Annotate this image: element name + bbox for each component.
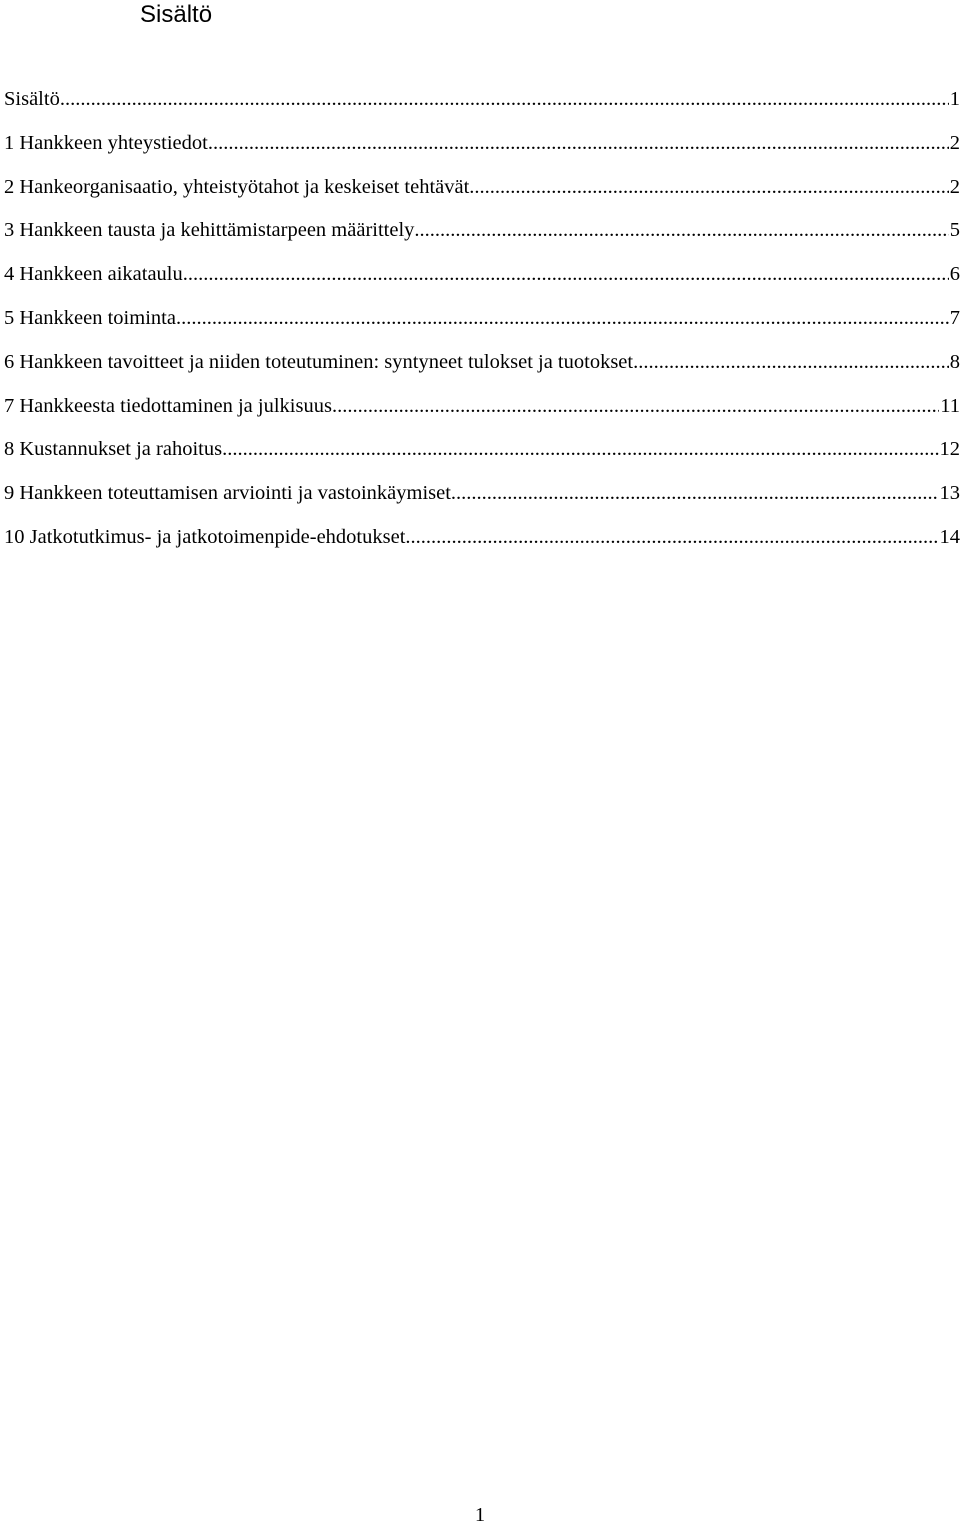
- toc-dot-leader: [405, 522, 938, 552]
- toc-entry-page: 12: [939, 434, 960, 464]
- toc-dot-leader: [60, 84, 949, 114]
- toc-entry-title: 7 Hankkeesta tiedottaminen ja julkisuus: [4, 391, 332, 421]
- toc-entry-title: 4 Hankkeen aikataulu: [4, 259, 183, 289]
- toc-entry[interactable]: [4, 478, 960, 522]
- toc-entry[interactable]: [4, 522, 960, 566]
- toc-entry-title: 10 Jatkotutkimus- ja jatkotoimenpide-ehdotukset: [4, 522, 405, 552]
- toc-entry-title: 5 Hankkeen toiminta: [4, 303, 176, 333]
- toc-entry-title: 2 Hankeorganisaatio, yhteistyötahot ja keskeiset tehtävät: [4, 172, 469, 202]
- page-number: 1: [0, 1500, 960, 1530]
- toc-entry-page: 6: [949, 259, 960, 289]
- toc-dot-leader: [451, 478, 939, 508]
- toc-entry[interactable]: [4, 347, 960, 391]
- toc-dot-leader: [633, 347, 949, 377]
- table-of-contents: [4, 84, 960, 566]
- toc-entry[interactable]: [4, 128, 960, 172]
- toc-entry-page: 13: [939, 478, 960, 508]
- toc-entry-title: 3 Hankkeen tausta ja kehittämistarpeen määrittely: [4, 215, 414, 245]
- toc-entry-page: 7: [949, 303, 960, 333]
- toc-entry-title: Sisältö: [4, 84, 60, 114]
- toc-entry[interactable]: [4, 84, 960, 128]
- toc-entry[interactable]: [4, 215, 960, 259]
- toc-entry[interactable]: [4, 391, 960, 435]
- toc-dot-leader: [176, 303, 949, 333]
- toc-entry-page: 2: [949, 172, 960, 202]
- toc-entry-page: 8: [949, 347, 960, 377]
- toc-dot-leader: [414, 215, 948, 245]
- toc-entry-page: 14: [939, 522, 960, 552]
- page-title: Sisältö: [140, 0, 212, 30]
- toc-entry-title: 8 Kustannukset ja rahoitus: [4, 434, 222, 464]
- toc-entry[interactable]: [4, 172, 960, 216]
- toc-entry-title: 1 Hankkeen yhteystiedot: [4, 128, 208, 158]
- toc-entry-page: 2: [949, 128, 960, 158]
- toc-dot-leader: [469, 172, 948, 202]
- toc-entry-page: 5: [949, 215, 960, 245]
- toc-entry-title: 6 Hankkeen tavoitteet ja niiden toteutuminen: syntyneet tulokset ja tuotokset: [4, 347, 633, 377]
- toc-entry-page: 1: [949, 84, 960, 114]
- toc-dot-leader: [183, 259, 949, 289]
- toc-entry[interactable]: [4, 303, 960, 347]
- toc-dot-leader: [208, 128, 949, 158]
- toc-entry-page: 11: [939, 391, 960, 421]
- toc-entry-title: 9 Hankkeen toteuttamisen arviointi ja vastoinkäymiset: [4, 478, 451, 508]
- toc-entry[interactable]: [4, 434, 960, 478]
- toc-dot-leader: [222, 434, 938, 464]
- toc-entry[interactable]: [4, 259, 960, 303]
- toc-dot-leader: [332, 391, 939, 421]
